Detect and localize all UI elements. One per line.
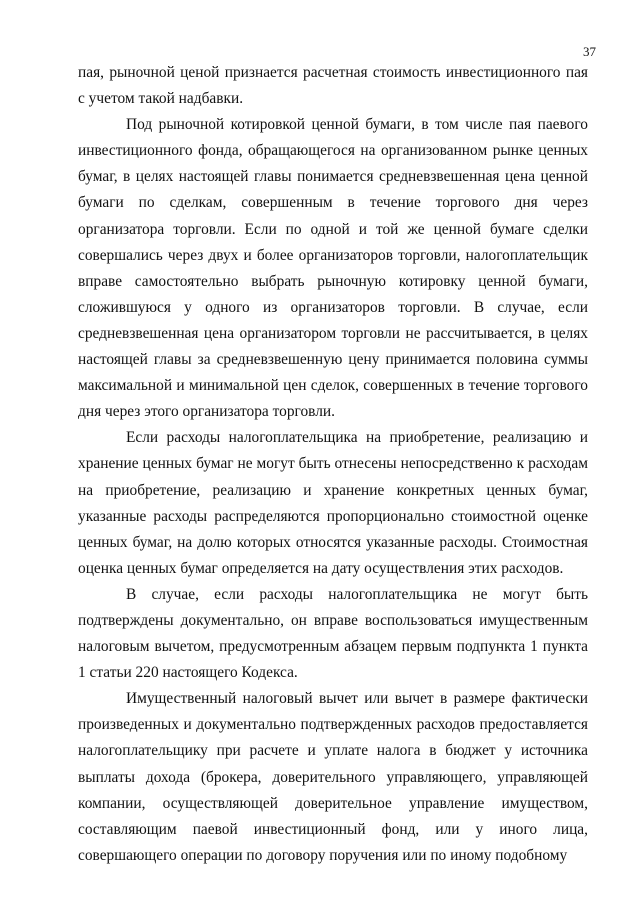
paragraph-expense-allocation: Если расходы налогоплательщика на приобретение, реализацию и хранение ценных бумаг не могут быть отнесены непосредственно к расходам на приобретение, реализацию и хранение конкретных ценных бумаг, указанные расходы распределяются пропорционально стоимостной оценке ценных бумаг, на долю которых относятся указанные расходы. Стоимостная оценка ценных бумаг определяется на дату осуществления этих расходов. (78, 429, 588, 577)
paragraph-undocumented-expenses: В случае, если расходы налогоплательщика не могут быть подтверждены документально, он вправе воспользоваться имущественным налоговым вычетом, предусмотренным абзацем первым подпункта 1 пункта 1 статьи 220 настоящего Кодекса. (78, 585, 588, 682)
paragraph-continued: пая, рыночной ценой признается расчетная стоимость инвестиционного пая с учетом такой надбавки. (78, 64, 588, 108)
document-body (78, 60, 588, 869)
paragraph-market-quotation: Под рыночной котировкой ценной бумаги, в том числе пая паевого инвестиционного фонда, обращающегося на организованном рынке ценных бумаг, в целях настоящей главы понимается средневзвешенная цена ценной бумаги по сделкам, совершенным в течение торгового дня через организатора торговли. Если по одной и той же ценной бумаге сделки совершались через двух и более организаторов торговли, налогоплательщик вправе самостоятельно выбрать рыночную котировку ценной бумаги, сложившуюся у одного из организаторов торговли. В случае, если средневзвешенная цена организатором торговли не рассчитывается, в целях настоящей главы за средневзвешенную цену принимается половина суммы максимальной и минимальной цен сделок, совершенных в течение торгового дня через этого организатора торговли. (78, 116, 588, 421)
paragraph-property-deduction: Имущественный налоговый вычет или вычет в размере фактически произведенных и документально подтвержденных расходов предоставляется налогоплательщику при расчете и уплате налога в бюджет у источника выплаты дохода (брокера, доверительного управляющего, управляющей компании, осуществляющей доверительное управление имуществом, составляющим паевой инвестиционный фонд, или у иного лица, совершающего операции по договору поручения или по иному подобному (78, 690, 588, 864)
page-number: 37 (583, 44, 596, 59)
